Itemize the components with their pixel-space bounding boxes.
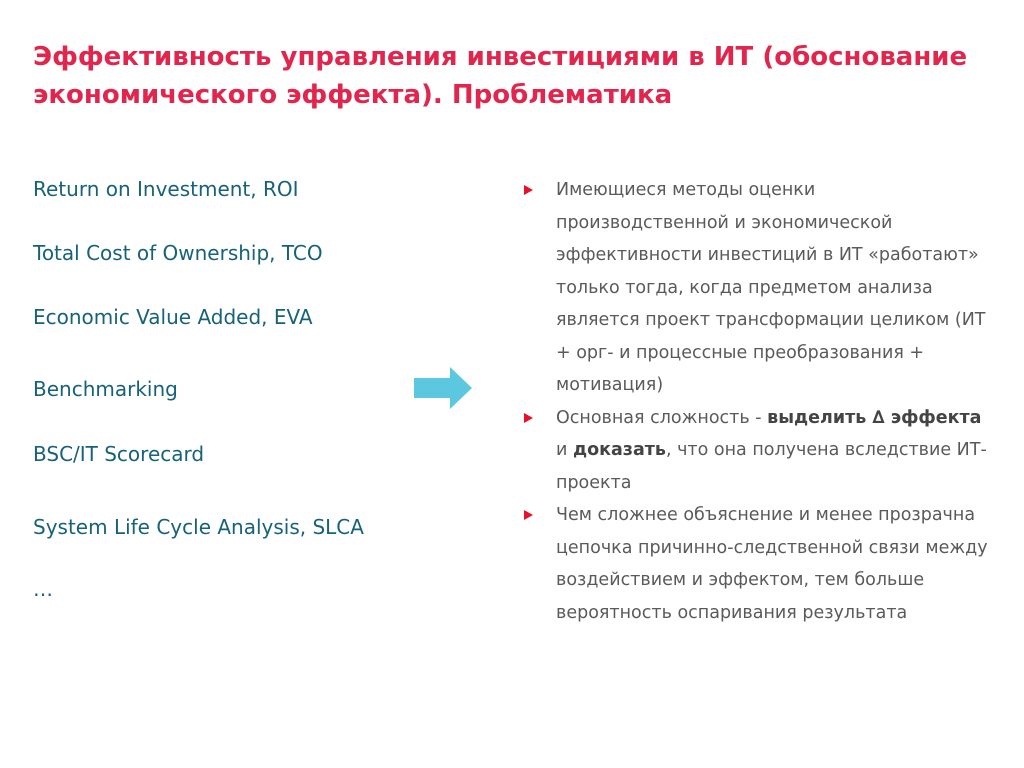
method-item-ellipsis: … — [33, 577, 53, 601]
method-item-slca: System Life Cycle Analysis, SLCA — [33, 515, 364, 539]
bullet-text: Чем сложнее объяснение и менее прозрачна цепочка причинно-следственной связи между воздействием и эффектом, тем больше вероятность оспаривания результата — [556, 505, 988, 623]
method-item-tco: Total Cost of Ownership, TCO — [33, 241, 323, 265]
method-item-bsc: BSC/IT Scorecard — [33, 442, 205, 466]
bullet-list — [521, 174, 991, 629]
slide-title: Эффективность управления инвестициями в ИТ (обоснование экономического эффекта). Проблематика — [33, 42, 968, 110]
bullet-item-causality — [521, 499, 991, 629]
bullet-text-part: , что она получена вследствие ИТ-проекта — [556, 440, 987, 493]
bullet-item-methods — [521, 174, 991, 402]
triangle-bullet-icon — [524, 510, 533, 520]
bullet-text-part: Основная сложность - — [556, 407, 768, 428]
method-item-eva: Economic Value Added, EVA — [33, 305, 313, 329]
bullet-item-complexity — [521, 402, 991, 500]
bullet-text-part: и — [556, 440, 573, 460]
method-item-roi: Return on Investment, ROI — [33, 177, 299, 201]
right-arrow-icon — [414, 367, 472, 409]
bullet-bold-text: доказать — [572, 440, 666, 460]
bullet-bold-text: выделить ∆ эффекта — [767, 407, 982, 428]
method-item-benchmarking: Benchmarking — [33, 377, 178, 401]
triangle-bullet-icon — [524, 185, 533, 195]
bullet-text: Имеющиеся методы оценки производственной и экономической эффективности инвестиций в ИТ «работают» только тогда, когда предметом анализа является проект трансформации целиком (ИТ + орг- и процессные преобразования + мотивация) — [556, 180, 986, 395]
triangle-bullet-icon — [524, 413, 533, 423]
